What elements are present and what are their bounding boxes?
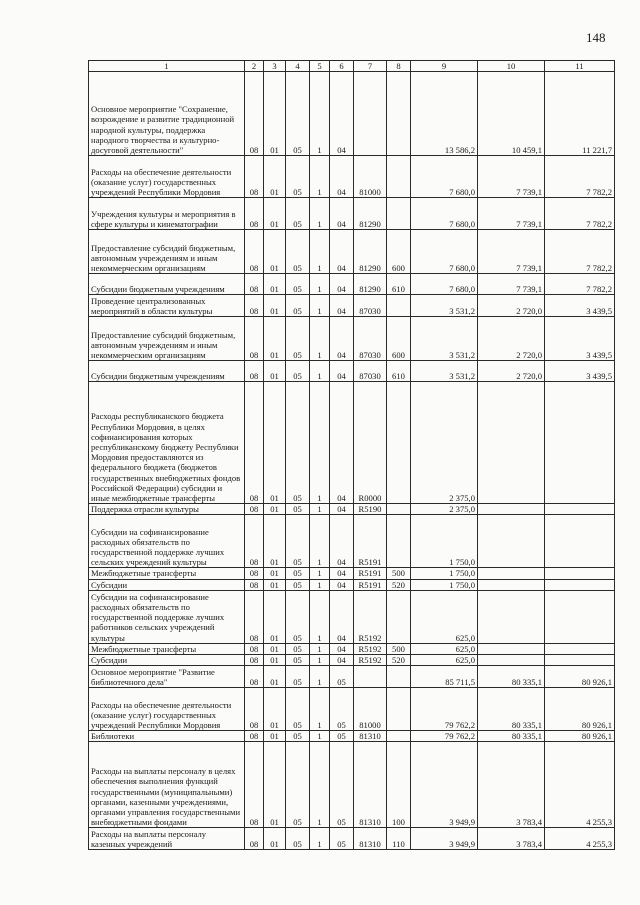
amount-year-1: 625,0	[411, 655, 478, 666]
code-event: 04	[330, 568, 354, 579]
amount-year-1: 3 531,2	[411, 317, 478, 361]
code-program: 05	[286, 579, 310, 590]
amount-year-2	[478, 590, 545, 643]
table-row	[89, 828, 615, 850]
code-direction: R5190	[354, 504, 387, 515]
row-name: Расходы на обеспечение деятельности (оказание услуг) государственных учреждений Республики Мордовия	[89, 688, 245, 731]
table-row	[89, 198, 615, 230]
code-program: 05	[286, 72, 310, 156]
code-section: 08	[245, 230, 264, 274]
code-event: 04	[330, 72, 354, 156]
table-row	[89, 317, 615, 361]
amount-year-1: 2 375,0	[411, 504, 478, 515]
code-subsection: 01	[264, 198, 286, 230]
amount-year-3	[545, 590, 615, 643]
amount-year-3: 7 782,2	[545, 198, 615, 230]
row-name: Межбюджетные трансферты	[89, 643, 245, 654]
code-direction: 81310	[354, 828, 387, 850]
code-event: 05	[330, 731, 354, 742]
table-row	[89, 504, 615, 515]
code-subprogram: 1	[310, 568, 330, 579]
column-header: 7	[354, 61, 387, 72]
amount-year-3: 3 439,5	[545, 317, 615, 361]
amount-year-2: 80 335,1	[478, 688, 545, 731]
amount-year-3: 7 782,2	[545, 230, 615, 274]
code-expense-type: 500	[387, 568, 411, 579]
column-header: 10	[478, 61, 545, 72]
code-program: 05	[286, 828, 310, 850]
code-direction: R5192	[354, 655, 387, 666]
code-program: 05	[286, 295, 310, 317]
code-subprogram: 1	[310, 731, 330, 742]
amount-year-2	[478, 579, 545, 590]
column-header: 2	[245, 61, 264, 72]
code-program: 05	[286, 361, 310, 382]
column-header: 6	[330, 61, 354, 72]
amount-year-2: 2 720,0	[478, 317, 545, 361]
code-direction: R5192	[354, 590, 387, 643]
code-subprogram: 1	[310, 655, 330, 666]
code-direction	[354, 666, 387, 688]
amount-year-2: 2 720,0	[478, 295, 545, 317]
code-section: 08	[245, 828, 264, 850]
code-subsection: 01	[264, 317, 286, 361]
amount-year-2: 2 720,0	[478, 361, 545, 382]
code-section: 08	[245, 295, 264, 317]
code-program: 05	[286, 568, 310, 579]
code-program: 05	[286, 655, 310, 666]
amount-year-2: 3 783,4	[478, 742, 545, 828]
amount-year-1: 85 711,5	[411, 666, 478, 688]
code-subsection: 01	[264, 274, 286, 295]
code-section: 08	[245, 655, 264, 666]
amount-year-1: 1 750,0	[411, 515, 478, 568]
code-subsection: 01	[264, 655, 286, 666]
code-expense-type: 500	[387, 643, 411, 654]
row-name: Субсидии	[89, 655, 245, 666]
code-subprogram: 1	[310, 742, 330, 828]
amount-year-2: 80 335,1	[478, 731, 545, 742]
row-name: Проведение централизованных мероприятий в области культуры	[89, 295, 245, 317]
code-subsection: 01	[264, 828, 286, 850]
code-section: 08	[245, 504, 264, 515]
amount-year-3: 7 782,2	[545, 156, 615, 198]
code-expense-type: 600	[387, 317, 411, 361]
code-program: 05	[286, 666, 310, 688]
row-name: Библиотеки	[89, 731, 245, 742]
row-name: Субсидии	[89, 579, 245, 590]
code-direction: 87030	[354, 295, 387, 317]
code-direction: R5191	[354, 579, 387, 590]
table-row	[89, 515, 615, 568]
code-program: 05	[286, 317, 310, 361]
code-subprogram: 1	[310, 361, 330, 382]
code-direction: 81000	[354, 156, 387, 198]
amount-year-1: 625,0	[411, 590, 478, 643]
code-program: 05	[286, 274, 310, 295]
code-expense-type	[387, 731, 411, 742]
amount-year-1: 7 680,0	[411, 156, 478, 198]
code-subsection: 01	[264, 643, 286, 654]
amount-year-3	[545, 643, 615, 654]
code-subsection: 01	[264, 666, 286, 688]
code-subprogram: 1	[310, 198, 330, 230]
row-name: Субсидии бюджетным учреждениям	[89, 361, 245, 382]
code-direction: R5191	[354, 568, 387, 579]
code-direction: 81000	[354, 688, 387, 731]
code-expense-type	[387, 666, 411, 688]
code-subsection: 01	[264, 230, 286, 274]
code-event: 04	[330, 317, 354, 361]
code-subprogram: 1	[310, 688, 330, 731]
code-program: 05	[286, 515, 310, 568]
amount-year-3	[545, 568, 615, 579]
amount-year-1: 2 375,0	[411, 382, 478, 504]
amount-year-3	[545, 655, 615, 666]
amount-year-2: 10 459,1	[478, 72, 545, 156]
code-subprogram: 1	[310, 230, 330, 274]
amount-year-1: 3 531,2	[411, 361, 478, 382]
code-subsection: 01	[264, 590, 286, 643]
row-name: Расходы на выплаты персоналу казенных учреждений	[89, 828, 245, 850]
code-direction: 81310	[354, 742, 387, 828]
amount-year-3	[545, 515, 615, 568]
amount-year-1: 625,0	[411, 643, 478, 654]
code-expense-type: 520	[387, 579, 411, 590]
column-header: 11	[545, 61, 615, 72]
code-event: 04	[330, 590, 354, 643]
amount-year-1: 1 750,0	[411, 579, 478, 590]
row-name: Основное мероприятие "Сохранение, возрождение и развитие традиционной народной культуры, поддержка народного творчества и культурно-досуговой деятельности"	[89, 72, 245, 156]
code-program: 05	[286, 504, 310, 515]
table-row	[89, 579, 615, 590]
column-header: 3	[264, 61, 286, 72]
code-direction: 87030	[354, 361, 387, 382]
code-event: 04	[330, 274, 354, 295]
code-program: 05	[286, 590, 310, 643]
amount-year-2	[478, 568, 545, 579]
code-event: 04	[330, 295, 354, 317]
code-event: 04	[330, 655, 354, 666]
row-name: Расходы республиканского бюджета Республики Мордовия, в целях софинансирования которых республиканскому бюджету Республики Мордовия предоставляются из федерального бюджета (бюджетов государственных внебюджетных фондов Российской Федерации) субсидии и иные межбюджетные трансферты	[89, 382, 245, 504]
amount-year-2: 80 335,1	[478, 666, 545, 688]
code-section: 08	[245, 590, 264, 643]
code-subprogram: 1	[310, 590, 330, 643]
code-subprogram: 1	[310, 504, 330, 515]
amount-year-3: 11 221,7	[545, 72, 615, 156]
code-event: 04	[330, 515, 354, 568]
code-expense-type	[387, 504, 411, 515]
code-direction: 87030	[354, 317, 387, 361]
code-event: 05	[330, 688, 354, 731]
code-program: 05	[286, 230, 310, 274]
code-section: 08	[245, 317, 264, 361]
row-name: Субсидии на софинансирование расходных обязательств по государственной поддержке лучших сельских учреждений культуры	[89, 515, 245, 568]
column-header: 1	[89, 61, 245, 72]
code-subsection: 01	[264, 688, 286, 731]
amount-year-1: 3 531,2	[411, 295, 478, 317]
table-row	[89, 590, 615, 643]
code-event: 04	[330, 504, 354, 515]
code-subprogram: 1	[310, 643, 330, 654]
amount-year-2	[478, 504, 545, 515]
row-name: Поддержка отрасли культуры	[89, 504, 245, 515]
amount-year-2: 7 739,1	[478, 230, 545, 274]
code-event: 05	[330, 828, 354, 850]
amount-year-3: 7 782,2	[545, 274, 615, 295]
row-name: Основное мероприятие "Развитие библиотечного дела"	[89, 666, 245, 688]
code-direction	[354, 72, 387, 156]
code-event: 04	[330, 382, 354, 504]
amount-year-1: 7 680,0	[411, 230, 478, 274]
code-event: 04	[330, 230, 354, 274]
table-row	[89, 230, 615, 274]
code-direction: 81310	[354, 731, 387, 742]
code-subsection: 01	[264, 579, 286, 590]
code-subsection: 01	[264, 731, 286, 742]
code-expense-type	[387, 295, 411, 317]
table-row	[89, 361, 615, 382]
table-row	[89, 274, 615, 295]
code-section: 08	[245, 361, 264, 382]
code-event: 05	[330, 742, 354, 828]
code-subsection: 01	[264, 382, 286, 504]
code-subsection: 01	[264, 742, 286, 828]
code-section: 08	[245, 156, 264, 198]
amount-year-3: 80 926,1	[545, 666, 615, 688]
column-header: 8	[387, 61, 411, 72]
amount-year-2: 7 739,1	[478, 198, 545, 230]
code-subsection: 01	[264, 568, 286, 579]
code-direction: R0000	[354, 382, 387, 504]
row-name: Предоставление субсидий бюджетным, автономным учреждениям и иным некоммерческим организациям	[89, 230, 245, 274]
amount-year-3: 4 255,3	[545, 742, 615, 828]
table-row	[89, 156, 615, 198]
table-row	[89, 666, 615, 688]
code-section: 08	[245, 568, 264, 579]
table-row	[89, 688, 615, 731]
column-header: 4	[286, 61, 310, 72]
code-event: 04	[330, 579, 354, 590]
column-header: 5	[310, 61, 330, 72]
row-name: Расходы на выплаты персоналу в целях обеспечения выполнения функций государственными (муниципальными) органами, казенными учреждениями, органами управления государственными внебюджетными фондами	[89, 742, 245, 828]
code-direction: R5192	[354, 643, 387, 654]
code-section: 08	[245, 731, 264, 742]
table-body	[89, 72, 615, 850]
amount-year-1: 1 750,0	[411, 568, 478, 579]
amount-year-2: 7 739,1	[478, 274, 545, 295]
code-expense-type	[387, 590, 411, 643]
code-section: 08	[245, 274, 264, 295]
code-direction: 81290	[354, 198, 387, 230]
code-expense-type	[387, 515, 411, 568]
code-subprogram: 1	[310, 156, 330, 198]
code-section: 08	[245, 643, 264, 654]
table-row	[89, 742, 615, 828]
code-expense-type: 600	[387, 230, 411, 274]
code-event: 04	[330, 361, 354, 382]
column-header: 9	[411, 61, 478, 72]
code-expense-type	[387, 382, 411, 504]
code-subprogram: 1	[310, 274, 330, 295]
code-expense-type	[387, 156, 411, 198]
budget-table	[88, 60, 615, 850]
table-row	[89, 382, 615, 504]
code-subsection: 01	[264, 515, 286, 568]
amount-year-3: 80 926,1	[545, 731, 615, 742]
code-direction: R5191	[354, 515, 387, 568]
code-subsection: 01	[264, 361, 286, 382]
amount-year-1: 13 586,2	[411, 72, 478, 156]
code-subprogram: 1	[310, 828, 330, 850]
table-row	[89, 568, 615, 579]
code-expense-type: 110	[387, 828, 411, 850]
code-expense-type	[387, 72, 411, 156]
code-section: 08	[245, 688, 264, 731]
code-subsection: 01	[264, 295, 286, 317]
code-section: 08	[245, 382, 264, 504]
amount-year-2: 7 739,1	[478, 156, 545, 198]
row-name: Субсидии бюджетным учреждениям	[89, 274, 245, 295]
code-program: 05	[286, 198, 310, 230]
code-expense-type: 610	[387, 274, 411, 295]
code-event: 04	[330, 156, 354, 198]
amount-year-3: 3 439,5	[545, 361, 615, 382]
code-subprogram: 1	[310, 666, 330, 688]
code-expense-type: 520	[387, 655, 411, 666]
code-section: 08	[245, 198, 264, 230]
code-subprogram: 1	[310, 382, 330, 504]
table-row	[89, 731, 615, 742]
code-expense-type: 100	[387, 742, 411, 828]
code-event: 04	[330, 643, 354, 654]
amount-year-1: 79 762,2	[411, 731, 478, 742]
amount-year-2: 3 783,4	[478, 828, 545, 850]
row-name: Учреждения культуры и мероприятия в сфере культуры и кинематографии	[89, 198, 245, 230]
amount-year-2	[478, 655, 545, 666]
amount-year-3: 4 255,3	[545, 828, 615, 850]
page-number: 148	[586, 30, 606, 45]
amount-year-3	[545, 504, 615, 515]
row-name: Расходы на обеспечение деятельности (оказание услуг) государственных учреждений Республики Мордовия	[89, 156, 245, 198]
code-subprogram: 1	[310, 72, 330, 156]
code-subprogram: 1	[310, 515, 330, 568]
code-expense-type	[387, 198, 411, 230]
code-section: 08	[245, 579, 264, 590]
code-direction: 81290	[354, 274, 387, 295]
amount-year-3: 80 926,1	[545, 688, 615, 731]
code-program: 05	[286, 688, 310, 731]
amount-year-3	[545, 579, 615, 590]
amount-year-1: 7 680,0	[411, 274, 478, 295]
row-name: Предоставление субсидий бюджетным, автономным учреждениям и иным некоммерческим организациям	[89, 317, 245, 361]
code-section: 08	[245, 742, 264, 828]
code-program: 05	[286, 731, 310, 742]
code-program: 05	[286, 156, 310, 198]
table-row	[89, 643, 615, 654]
code-section: 08	[245, 666, 264, 688]
code-subsection: 01	[264, 156, 286, 198]
code-expense-type: 610	[387, 361, 411, 382]
amount-year-2	[478, 382, 545, 504]
code-subprogram: 1	[310, 295, 330, 317]
table-row	[89, 295, 615, 317]
code-direction: 81290	[354, 230, 387, 274]
amount-year-1: 7 680,0	[411, 198, 478, 230]
table-row	[89, 72, 615, 156]
code-event: 04	[330, 198, 354, 230]
amount-year-3	[545, 382, 615, 504]
amount-year-2	[478, 515, 545, 568]
code-subprogram: 1	[310, 579, 330, 590]
code-expense-type	[387, 688, 411, 731]
amount-year-1: 3 949,9	[411, 828, 478, 850]
row-name: Субсидии на софинансирование расходных обязательств по государственной поддержке лучших работников сельских учреждений культуры	[89, 590, 245, 643]
code-subsection: 01	[264, 504, 286, 515]
code-section: 08	[245, 515, 264, 568]
code-program: 05	[286, 643, 310, 654]
table-header-row	[89, 61, 615, 72]
amount-year-2	[478, 643, 545, 654]
code-program: 05	[286, 382, 310, 504]
code-subsection: 01	[264, 72, 286, 156]
amount-year-1: 79 762,2	[411, 688, 478, 731]
code-subprogram: 1	[310, 317, 330, 361]
code-event: 05	[330, 666, 354, 688]
table-row	[89, 655, 615, 666]
amount-year-1: 3 949,9	[411, 742, 478, 828]
code-program: 05	[286, 742, 310, 828]
row-name: Межбюджетные трансферты	[89, 568, 245, 579]
code-section: 08	[245, 72, 264, 156]
amount-year-3: 3 439,5	[545, 295, 615, 317]
